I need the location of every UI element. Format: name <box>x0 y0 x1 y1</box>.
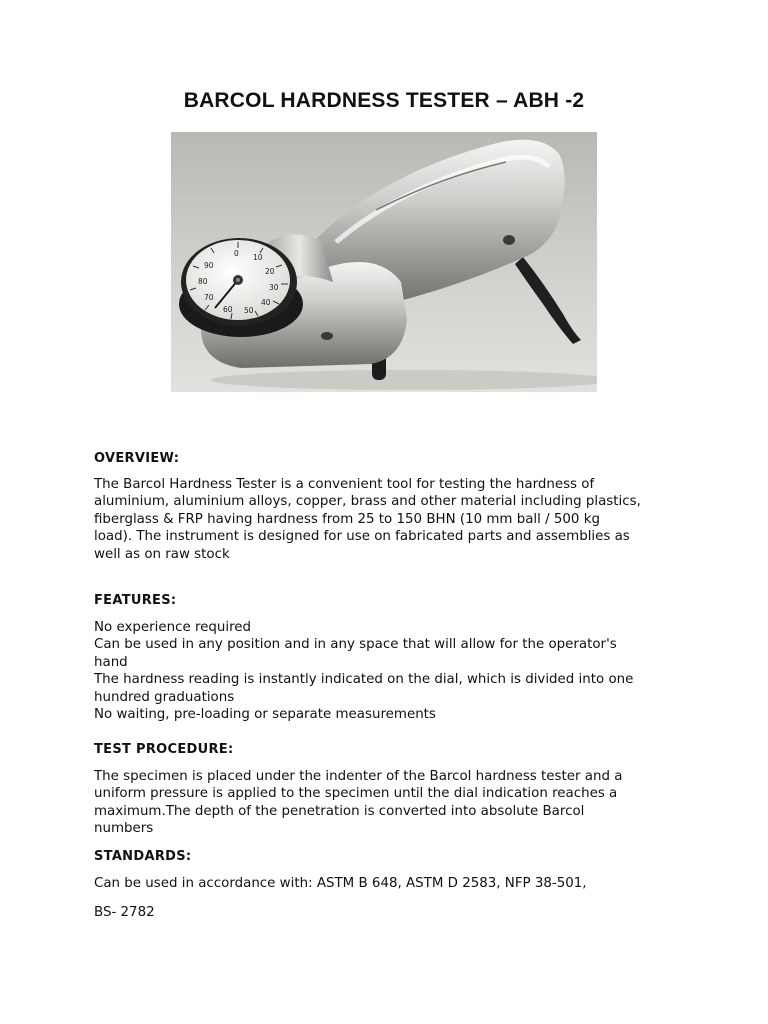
procedure-line: numbers <box>94 821 154 837</box>
features-heading: FEATURES: <box>94 593 177 608</box>
overview-heading: OVERVIEW: <box>94 451 180 466</box>
dial-label-40: 40 <box>261 298 271 307</box>
feature-item: hand <box>94 654 128 670</box>
procedure-line: uniform pressure is applied to the specimen until the dial indication reaches a <box>94 786 618 802</box>
feature-item: Can be used in any position and in any space that will allow for the operator's <box>94 637 617 653</box>
overview-line: well as on raw stock <box>94 546 230 562</box>
test-procedure-heading: TEST PROCEDURE: <box>94 742 234 757</box>
dial-label-30: 30 <box>269 283 279 292</box>
test-procedure-paragraph <box>94 768 684 838</box>
overview-line: fiberglass & FRP having hardness from 25 to 150 BHN (10 mm ball / 500 kg <box>94 511 600 527</box>
dial-label-80: 80 <box>198 277 208 286</box>
feature-item: No waiting, pre-loading or separate measurements <box>94 707 436 723</box>
product-photo <box>171 132 597 392</box>
standards-line-2: BS- 2782 <box>94 905 155 920</box>
procedure-line: maximum.The depth of the penetration is converted into absolute Barcol <box>94 803 585 819</box>
dial-label-70: 70 <box>204 293 214 302</box>
dial-label-60: 60 <box>223 305 233 314</box>
feature-item: No experience required <box>94 620 252 635</box>
features-list <box>94 619 684 723</box>
dial-label-10: 10 <box>253 253 263 262</box>
standards-line: Can be used in accordance with: ASTM B 648, ASTM D 2583, NFP 38-501, <box>94 876 587 891</box>
overview-line: The Barcol Hardness Tester is a convenient tool for testing the hardness of <box>94 477 595 492</box>
feature-item: hundred graduations <box>94 689 235 705</box>
page-title: BARCOL HARDNESS TESTER – ABH -2 <box>183 89 585 112</box>
dial-label-50: 50 <box>244 306 254 315</box>
dial-label-0: 0 <box>234 249 239 258</box>
overview-line: aluminium, aluminium alloys, copper, brass and other material including plastics, <box>94 494 641 510</box>
dial-label-20: 20 <box>265 267 275 276</box>
dial-label-90: 90 <box>204 261 214 270</box>
feature-item: The hardness reading is instantly indicated on the dial, which is divided into one <box>94 672 634 688</box>
overview-line: load). The instrument is designed for use on fabricated parts and assemblies as <box>94 529 630 545</box>
procedure-line: The specimen is placed under the indenter of the Barcol hardness tester and a <box>94 769 623 784</box>
standards-heading: STANDARDS: <box>94 849 192 864</box>
overview-paragraph <box>94 476 684 563</box>
